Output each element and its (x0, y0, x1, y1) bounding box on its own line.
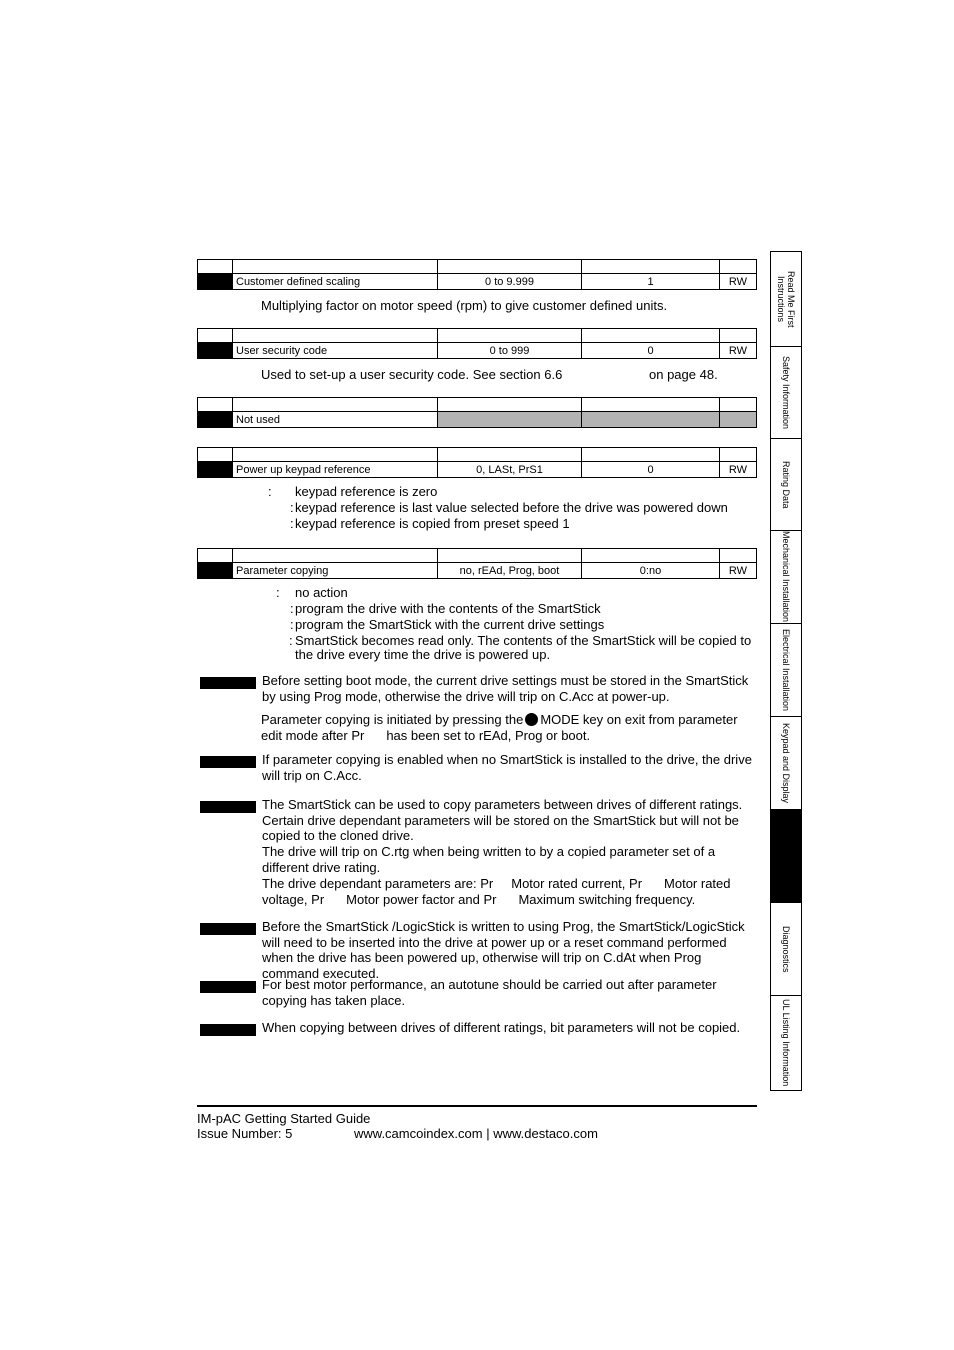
param-description: Multiplying factor on motor speed (rpm) to give customer defined units. (261, 298, 668, 313)
note-different-ratings: The SmartStick can be used to copy parameters between drives of different ratings. Certain drive dependant parameters will be stored on the SmartStick but will not be copied to the cloned drive. (262, 797, 743, 843)
footer-issue: Issue Number: 5 (197, 1126, 293, 1141)
param-default: 0:no (582, 563, 720, 579)
option-separator: : (268, 484, 272, 499)
option-text: program the drive with the contents of the SmartStick (295, 601, 601, 616)
param-type: RW (720, 343, 757, 359)
note-label-bar (200, 801, 256, 813)
option-text: SmartStick becomes read only. The contents of the SmartStick will be copied to (295, 633, 752, 648)
param-number-cell (198, 412, 233, 428)
param-name: Not used (233, 412, 438, 428)
option-separator: : (290, 601, 294, 616)
note-autotune: For best motor performance, an autotune should be carried out after parameter copying has taken place. (262, 977, 717, 1008)
note-crtg-trip: The drive will trip on C.rtg when being written to by a copied parameter set of a different drive rating. (262, 844, 716, 875)
param-table-not-used (197, 397, 757, 428)
param-type: RW (720, 274, 757, 290)
note-dependant-params: The drive dependant parameters are: Pr Motor rated current, Pr Motor rated voltage, Pr Motor power factor and Pr Maximum switching frequency. (262, 876, 731, 907)
param-description: Used to set-up a user security code. See section 6.6 (261, 367, 563, 382)
param-table-keypad-reference (197, 447, 757, 478)
param-range (438, 412, 582, 428)
param-default: 0 (582, 343, 720, 359)
param-number-cell (198, 274, 233, 290)
param-range: no, rEAd, Prog, boot (438, 563, 582, 579)
tab-read-me-first[interactable]: Read Me First Instructions (771, 252, 801, 347)
tab-current-chapter[interactable] (771, 810, 801, 903)
footer-website: www.camcoindex.com | www.destaco.com (354, 1126, 598, 1141)
tab-rating-data[interactable]: Rating Data (771, 439, 801, 531)
note-label-bar (200, 677, 256, 689)
param-number-cell (198, 343, 233, 359)
option-separator: : (290, 500, 294, 515)
param-default: 1 (582, 274, 720, 290)
param-type: RW (720, 462, 757, 478)
option-text: keypad reference is zero (295, 484, 438, 499)
param-range: 0, LASt, PrS1 (438, 462, 582, 478)
param-table-security-code (197, 328, 757, 359)
note-label-bar (200, 1024, 256, 1036)
param-type (720, 412, 757, 428)
param-range: 0 to 999 (438, 343, 582, 359)
param-range: 0 to 9.999 (438, 274, 582, 290)
param-default: 0 (582, 462, 720, 478)
option-text: keypad reference is copied from preset speed 1 (295, 516, 570, 531)
param-type: RW (720, 563, 757, 579)
mode-key-icon (525, 713, 538, 726)
option-separator: : (276, 585, 280, 600)
note-boot-mode: Before setting boot mode, the current drive settings must be stored in the SmartStick by using Prog mode, otherwise the drive will trip on C.Acc at power-up. (262, 673, 749, 704)
param-table-parameter-copying (197, 548, 757, 579)
note-label-bar (200, 981, 256, 993)
option-text: the drive every time the drive is powered up. (295, 647, 551, 662)
tab-diagnostics[interactable]: Diagnostics (771, 903, 801, 996)
param-number-cell (198, 563, 233, 579)
note-logicstick: Before the SmartStick /LogicStick is written to using Prog, the SmartStick/LogicStick will need to be inserted into the drive at power up or a reset command performed when the drive has been powered up, otherwise will trip on C.dAt when Prog command executed. (262, 919, 745, 981)
option-text: no action (295, 585, 348, 600)
note-label-bar (200, 923, 256, 935)
tab-keypad-and-display[interactable]: Keypad and Display (771, 717, 801, 810)
note-label-bar (200, 756, 256, 768)
page-reference: on page 48. (649, 367, 718, 382)
param-name: User security code (233, 343, 438, 359)
option-separator: : (289, 633, 293, 648)
option-separator: : (290, 617, 294, 632)
tab-electrical-installation[interactable]: Electrical Installation (771, 624, 801, 717)
footer-divider (197, 1105, 757, 1107)
param-name: Customer defined scaling (233, 274, 438, 290)
footer-title: IM-pAC Getting Started Guide (197, 1111, 371, 1126)
param-name: Parameter copying (233, 563, 438, 579)
option-text: program the SmartStick with the current drive settings (295, 617, 605, 632)
note-no-smartstick: If parameter copying is enabled when no SmartStick is installed to the drive, the drive will trip on C.Acc. (262, 752, 752, 783)
note-copy-initiation: Parameter copying is initiated by pressing the MODE key on exit from parameter edit mode after Pr has been set to rEAd, Prog or boot. (261, 712, 738, 743)
param-number-cell (198, 462, 233, 478)
param-default (582, 412, 720, 428)
tab-ul-listing[interactable]: UL Listing Information (781, 998, 791, 1087)
note-bit-parameters: When copying between drives of different ratings, bit parameters will not be copied. (262, 1020, 741, 1035)
tab-safety-information[interactable]: Safety Information (771, 347, 801, 439)
tab-mechanical-installation[interactable]: Mechanical Installation (771, 531, 801, 624)
option-separator: : (290, 516, 294, 531)
option-text: keypad reference is last value selected before the drive was powered down (295, 500, 728, 515)
chapter-tabs (770, 251, 802, 1091)
param-table-customer-scaling (197, 259, 757, 290)
param-name: Power up keypad reference (233, 462, 438, 478)
